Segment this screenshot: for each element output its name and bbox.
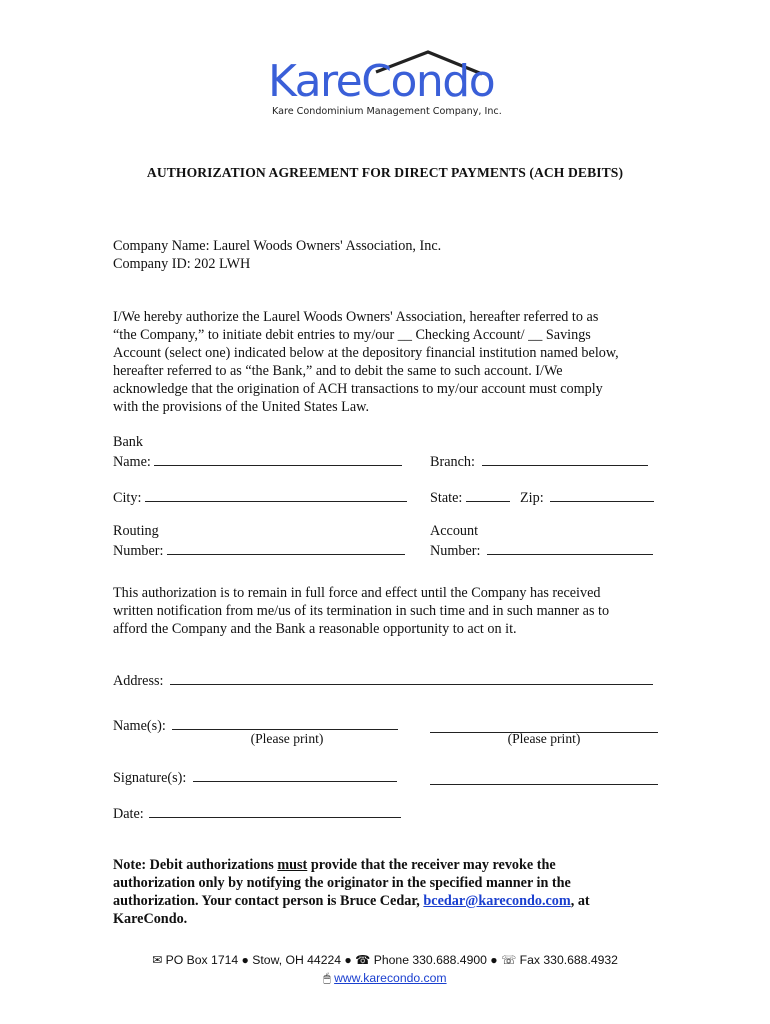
termination-paragraph <box>113 584 673 638</box>
paragraph-line: This authorization is to remain in full force and effect until the Company has received <box>113 585 601 601</box>
note-emphasis: must <box>277 857 308 873</box>
branch-field[interactable] <box>430 451 648 471</box>
paragraph-line: with the provisions of the United States Law. <box>113 399 369 415</box>
state-field[interactable] <box>430 487 510 507</box>
contact-email-link[interactable]: bcedar@karecondo.com <box>423 893 571 909</box>
website-link[interactable]: www.karecondo.com <box>334 971 447 985</box>
note-text: , at <box>570 893 590 909</box>
signatures-label: Signature(s): <box>113 770 187 786</box>
logo-text: KareCondo <box>268 56 495 107</box>
account-number-line[interactable] <box>487 540 653 555</box>
routing-number-field[interactable] <box>113 540 405 560</box>
paragraph-line: “the Company,” to initiate debit entries to my/our __ Checking Account/ __ Savings <box>113 327 591 343</box>
paragraph-line: I/We hereby authorize the Laurel Woods Owners' Association, hereafter referred to as <box>113 309 599 325</box>
city-field[interactable] <box>113 487 407 507</box>
state-line[interactable] <box>466 487 510 502</box>
note-line <box>113 856 673 874</box>
city-label: City: <box>113 490 142 506</box>
account-label-top: Account <box>430 523 479 539</box>
company-id: Company ID: 202 LWH <box>113 256 251 272</box>
logo-subtitle: Kare Condominium Management Company, Inc. <box>272 106 502 117</box>
address-label: Address: <box>113 673 164 689</box>
branch-line[interactable] <box>482 451 648 466</box>
date-line[interactable] <box>149 803 401 818</box>
note-paragraph <box>113 856 673 928</box>
routing-number-line[interactable] <box>167 540 405 555</box>
routing-label-top: Routing <box>113 523 159 539</box>
paragraph-line: Account (select one) indicated below at the depository financial institution named below, <box>113 345 619 361</box>
note-text: authorization. Your contact person is Bruce Cedar, <box>113 893 424 909</box>
authorization-paragraph <box>113 308 673 416</box>
note-line <box>113 892 673 910</box>
signature-field-2[interactable] <box>430 770 658 790</box>
signature-line-1[interactable] <box>193 767 397 782</box>
please-print-label-2: (Please print) <box>507 731 581 746</box>
names-label: Name(s): <box>113 718 166 734</box>
name-line-1[interactable] <box>172 715 398 730</box>
please-print-label-1: (Please print) <box>250 731 324 746</box>
zip-line[interactable] <box>550 487 654 502</box>
footer-contact-info: ✉ PO Box 1714 ● Stow, OH 44224 ● ☎ Phone 330.688.4900 ● ☏ Fax 330.688.4932 <box>152 953 618 967</box>
bank-name-field[interactable] <box>113 451 402 471</box>
branch-label: Branch: <box>430 454 475 470</box>
note-line: KareCondo. <box>113 911 188 927</box>
signatures-field[interactable] <box>113 767 397 787</box>
note-line: authorization only by notifying the originator in the specified manner in the <box>113 875 571 891</box>
company-name: Company Name: Laurel Woods Owners' Association, Inc. <box>113 238 442 254</box>
city-line[interactable] <box>145 487 407 502</box>
bank-name-label: Name: <box>113 454 151 470</box>
zip-field[interactable] <box>520 487 654 507</box>
note-text: Note: Debit authorizations <box>113 857 278 873</box>
account-number-label: Number: <box>430 543 481 559</box>
bank-label-top: Bank <box>113 434 143 450</box>
date-field[interactable] <box>113 803 401 823</box>
date-label: Date: <box>113 806 144 822</box>
document-title: AUTHORIZATION AGREEMENT FOR DIRECT PAYMENTS (ACH DEBITS) <box>146 165 624 180</box>
mouse-icon: 🖱︎ <box>323 971 335 985</box>
routing-number-label: Number: <box>113 543 164 559</box>
footer-website <box>0 971 770 986</box>
state-label: State: <box>430 490 463 506</box>
paragraph-line: written notification from me/us of its termination in such time and in such manner as to <box>113 603 610 619</box>
zip-label: Zip: <box>520 490 544 506</box>
note-text: provide that the receiver may revoke the <box>307 857 556 873</box>
paragraph-line: afford the Company and the Bank a reasonable opportunity to act on it. <box>113 621 517 637</box>
address-field[interactable] <box>113 670 653 690</box>
paragraph-line: hereafter referred to as “the Bank,” and to debit the same to such account. I/We <box>113 363 563 379</box>
signature-line-2[interactable] <box>430 770 658 785</box>
address-line[interactable] <box>170 670 653 685</box>
paragraph-line: acknowledge that the origination of ACH transactions to my/our account must comply <box>113 381 603 397</box>
bank-name-line[interactable] <box>154 451 402 466</box>
account-number-field[interactable] <box>430 540 653 560</box>
company-logo <box>268 48 502 124</box>
